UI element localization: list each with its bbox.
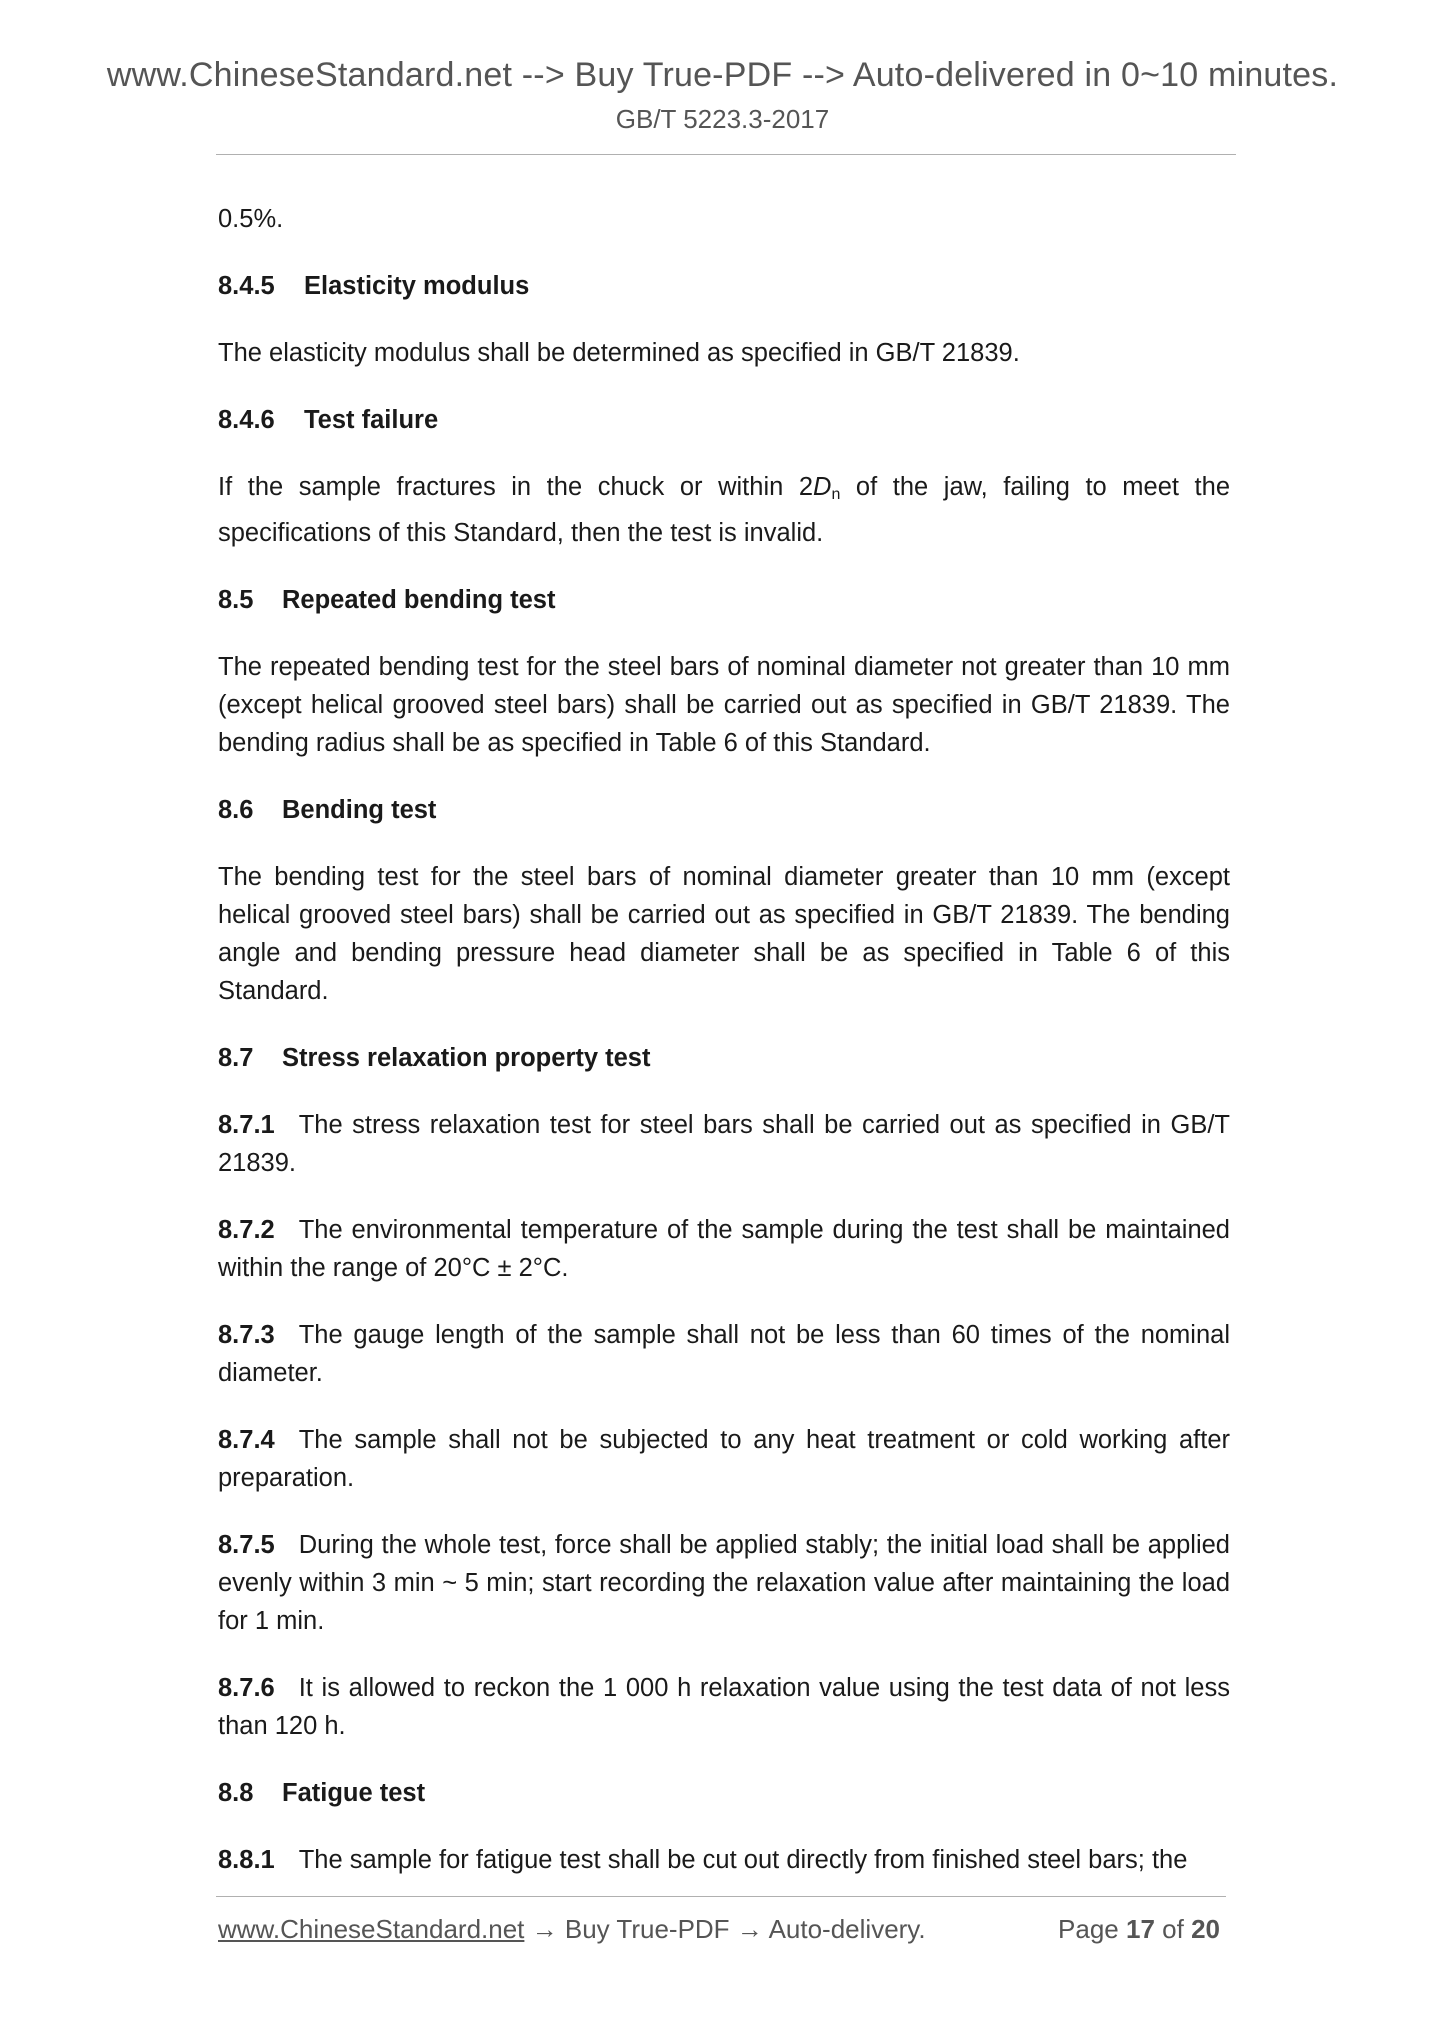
clause-number: 8.7.5 [218, 1531, 275, 1559]
clause-text: The stress relaxation test for steel bars shall be carried out as specified in GB/T 21839. [218, 1111, 1230, 1177]
standard-id: GB/T 5223.3-2017 [615, 104, 830, 134]
clause-number: 8.7.2 [218, 1216, 275, 1244]
footer-divider [216, 1896, 1226, 1897]
heading-8-8 [218, 1774, 1230, 1812]
page-current: 17 [1126, 1914, 1155, 1944]
clause-text: The sample for fatigue test shall be cut out directly from finished steel bars; the [298, 1846, 1188, 1874]
clause-text: The gauge length of the sample shall not be less than 60 times of the nominal diameter. [218, 1321, 1230, 1387]
text-run: If the sample fractures in the chuck or within 2 [218, 473, 814, 501]
document-body [218, 200, 1230, 1908]
section-number: 8.5 [218, 586, 254, 614]
section-number: 8.6 [218, 796, 254, 824]
text-run: of the jaw, failing to meet the specifications of this Standard, then the test is invalid. [218, 473, 1230, 547]
section-number: 8.4.6 [218, 406, 275, 434]
header-banner: www.ChineseStandard.net --> Buy True-PDF --> Auto-delivered in 0~10 minutes. [106, 56, 1339, 94]
clause-number: 8.7.4 [218, 1426, 275, 1454]
subscript-n: n [831, 486, 841, 503]
paragraph-test-failure [218, 468, 1230, 552]
section-title: Test failure [304, 406, 439, 434]
footer-promo [218, 1914, 926, 1945]
clause-text: The sample shall not be subjected to any heat treatment or cold working after preparation. [218, 1426, 1230, 1492]
clause-text: The environmental temperature of the sample during the test shall be maintained within the range of 20°C ± 2°C. [218, 1216, 1230, 1282]
clause-8-7-2 [218, 1211, 1230, 1287]
heading-8-4-5 [218, 267, 1230, 305]
paragraph-continuation: 0.5%. [218, 205, 284, 233]
header-divider [216, 154, 1236, 155]
clause-8-7-5 [218, 1526, 1230, 1640]
section-title: Fatigue test [282, 1779, 426, 1807]
section-title: Stress relaxation property test [282, 1044, 651, 1072]
section-number: 8.8 [218, 1779, 254, 1807]
clause-number: 8.7.6 [218, 1674, 275, 1702]
paragraph-elasticity: The elasticity modulus shall be determined as specified in GB/T 21839. [218, 339, 1020, 367]
clause-number: 8.7.3 [218, 1321, 275, 1349]
variable-d: D [813, 473, 832, 501]
paragraph-repeated-bending: The repeated bending test for the steel bars of nominal diameter not greater than 10 mm (except helical grooved steel bars) shall be carried out as specified in GB/T 21839. The bending radius shall be as specified in Table 6 of this Standard. [218, 653, 1230, 757]
heading-8-4-6 [218, 401, 1230, 439]
heading-8-5 [218, 581, 1230, 619]
page-total: 20 [1191, 1914, 1220, 1944]
section-title: Bending test [282, 796, 437, 824]
page-indicator [1058, 1914, 1220, 1945]
clause-8-7-1 [218, 1106, 1230, 1182]
clause-8-7-6 [218, 1669, 1230, 1745]
clause-text: It is allowed to reckon the 1 000 h relaxation value using the test data of not less than 120 h. [218, 1674, 1230, 1740]
clause-8-7-4 [218, 1421, 1230, 1497]
heading-8-6 [218, 791, 1230, 829]
page-of: of [1162, 1914, 1184, 1944]
clause-8-7-3 [218, 1316, 1230, 1392]
section-title: Elasticity modulus [304, 272, 530, 300]
clause-number: 8.7.1 [218, 1111, 275, 1139]
page-label: Page [1058, 1914, 1119, 1944]
section-number: 8.7 [218, 1044, 254, 1072]
footer-tagline: → Buy True-PDF → Auto-delivery. [524, 1914, 926, 1944]
site-link[interactable]: www.ChineseStandard.net [218, 1914, 525, 1944]
heading-8-7 [218, 1039, 1230, 1077]
section-number: 8.4.5 [218, 272, 275, 300]
section-title: Repeated bending test [282, 586, 556, 614]
clause-text: During the whole test, force shall be applied stably; the initial load shall be applied evenly within 3 min ~ 5 min; start recording the relaxation value after maintaining the load for 1 min. [218, 1531, 1230, 1635]
clause-number: 8.8.1 [218, 1846, 275, 1874]
paragraph-bending: The bending test for the steel bars of nominal diameter greater than 10 mm (except helical grooved steel bars) shall be carried out as specified in GB/T 21839. The bending angle and bending pressure head diameter shall be as specified in Table 6 of this Standard. [218, 863, 1230, 1005]
clause-8-8-1 [218, 1841, 1230, 1879]
